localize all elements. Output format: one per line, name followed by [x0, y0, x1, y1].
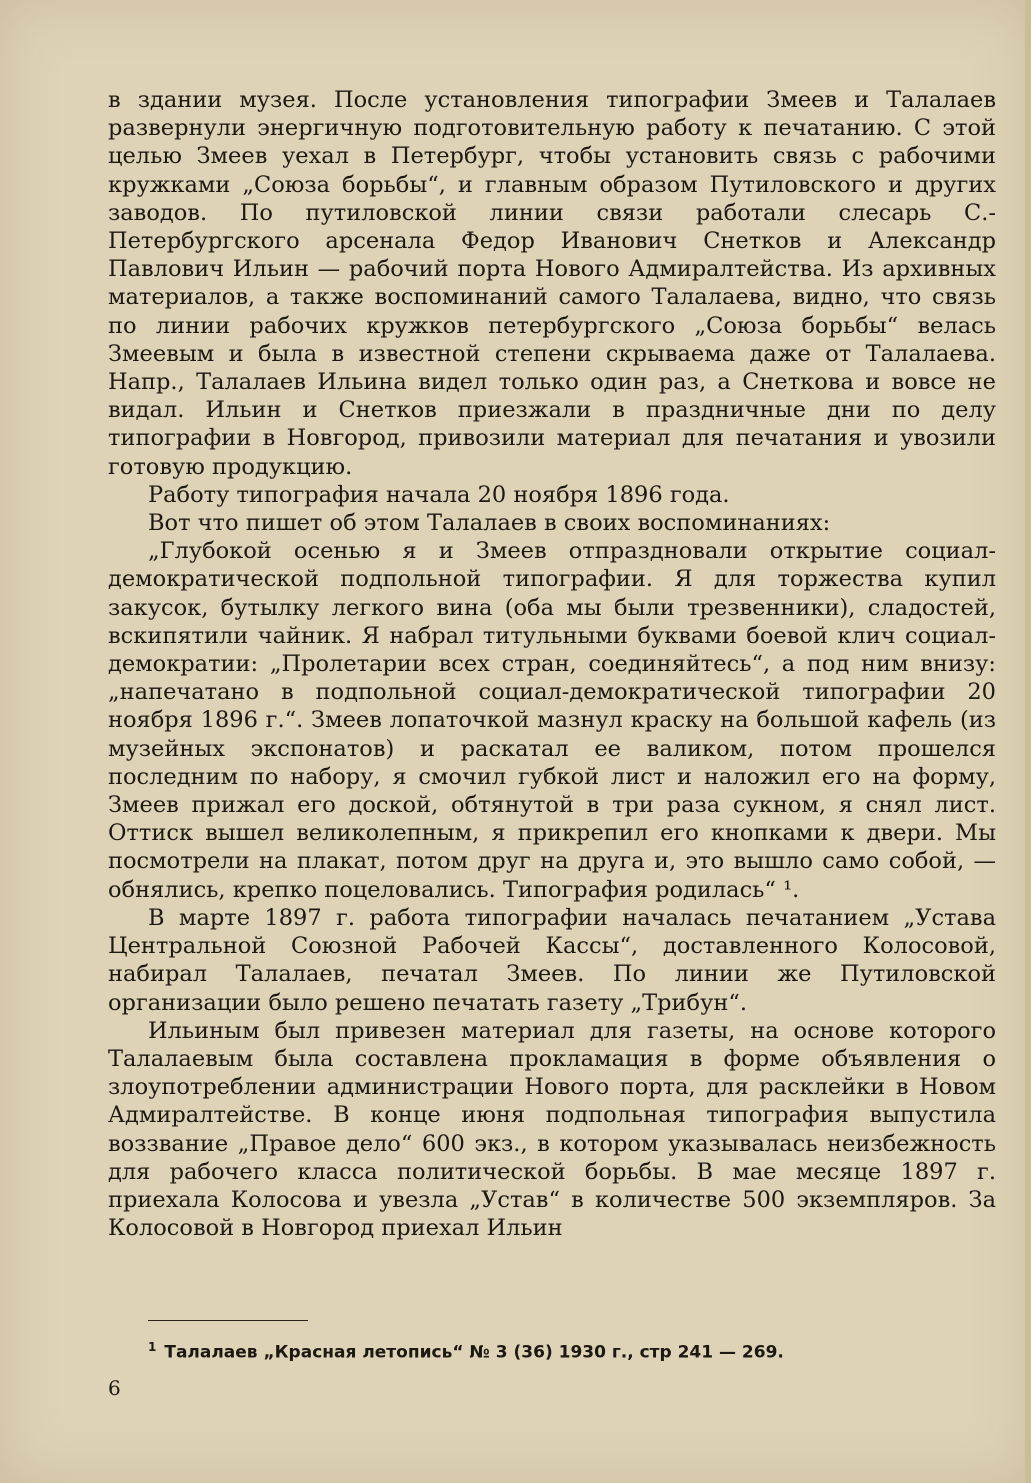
footnote-text: Талалаев „Красная летопись“ № 3 (36) 1930 г., стр 241 — 269.	[164, 1342, 784, 1363]
main-text	[108, 86, 996, 1242]
footnote-divider	[148, 1320, 308, 1321]
paragraph-2: Работу типография начала 20 ноября 1896 года.	[148, 481, 730, 508]
paragraph-6: Ильиным был привезен материал для газеты, на основе которого Талалаевым была составлена прокламация в форме объявления о злоупотреблении администрации Нового порта, для расклейки в Новом Адмиралтействе. В конце июня подпольная типография выпустила воззвание „Правое дело“ 600 экз., в котором указывалась неизбежность для рабочего класса политической борьбы. В мае месяце 1897 г. приехала Колосова и увезла „Устав“ в количестве 500 экземпляров. За Колосовой в Новгород приехал Ильин	[108, 1017, 996, 1242]
footnote-marker: 1	[148, 1340, 157, 1354]
paragraph-4-quote: „Глубокой осенью я и Змеев отпраздновали открытие социал-демократической подпольной типографии. Я для торжества купил закусок, бутылку легкого вина (оба мы были трезвенники), сладостей, вскипятили чайник. Я набрал титульными буквами боевой клич социал-демократии: „Пролетарии всех стран, соединяйтесь“, а под ним внизу: „напечатано в подпольной социал-демократической типографии 20 ноября 1896 г.“. Змеев лопаточкой мазнул краску на большой кафель (из музейных экспонатов) и раскатал ее валиком, потом прошелся последним по набору, я смочил губкой лист и наложил его на форму, Змеев прижал его доской, обтянутой в три раза сукном, я снял лист. Оттиск вышел великолепным, я прикрепил его кнопками к двери. Мы посмотрели на плакат, потом друг на друга и, это вышло само собой, — обнялись, крепко поцеловались. Типография родилась“ ¹.	[108, 538, 996, 903]
paragraph-3: Вот что пишет об этом Талалаев в своих воспоминаниях:	[148, 510, 831, 537]
footnote	[148, 1336, 988, 1364]
page-number: 6	[108, 1376, 121, 1400]
page-edge	[1025, 0, 1031, 1483]
paragraph-1: в здании музея. После установления типографии Змеев и Талалаев развернули энергичную подготовительную работу к печатанию. С этой целью Змеев уехал в Петербург, чтобы установить связь с рабочими кружками „Союза борьбы“, и главным образом Путиловского и других заводов. По путиловской линии связи работали слесарь С.-Петербургского арсенала Федор Иванович Снетков и Александр Павлович Ильин — рабочий порта Нового Адмиралтейства. Из архивных материалов, а также воспоминаний самого Талалаева, видно, что связь по линии рабочих кружков петербургского „Союза борьбы“ велась Змеевым и была в известной степени скрываема даже от Талалаева. Напр., Талалаев Ильина видел только один раз, а Снеткова и вовсе не видал. Ильин и Снетков приезжали в праздничные дни по делу типографии в Новгород, привозили материал для печатания и увозили готовую продукцию.	[108, 87, 996, 480]
paragraph-5: В марте 1897 г. работа типографии началась печатанием „Устава Центральной Союзной Рабочей Кассы“, доставленного Колосовой, набирал Талалаев, печатал Змеев. По линии же Путиловской организации было решено печатать газету „Трибун“.	[108, 904, 996, 1016]
